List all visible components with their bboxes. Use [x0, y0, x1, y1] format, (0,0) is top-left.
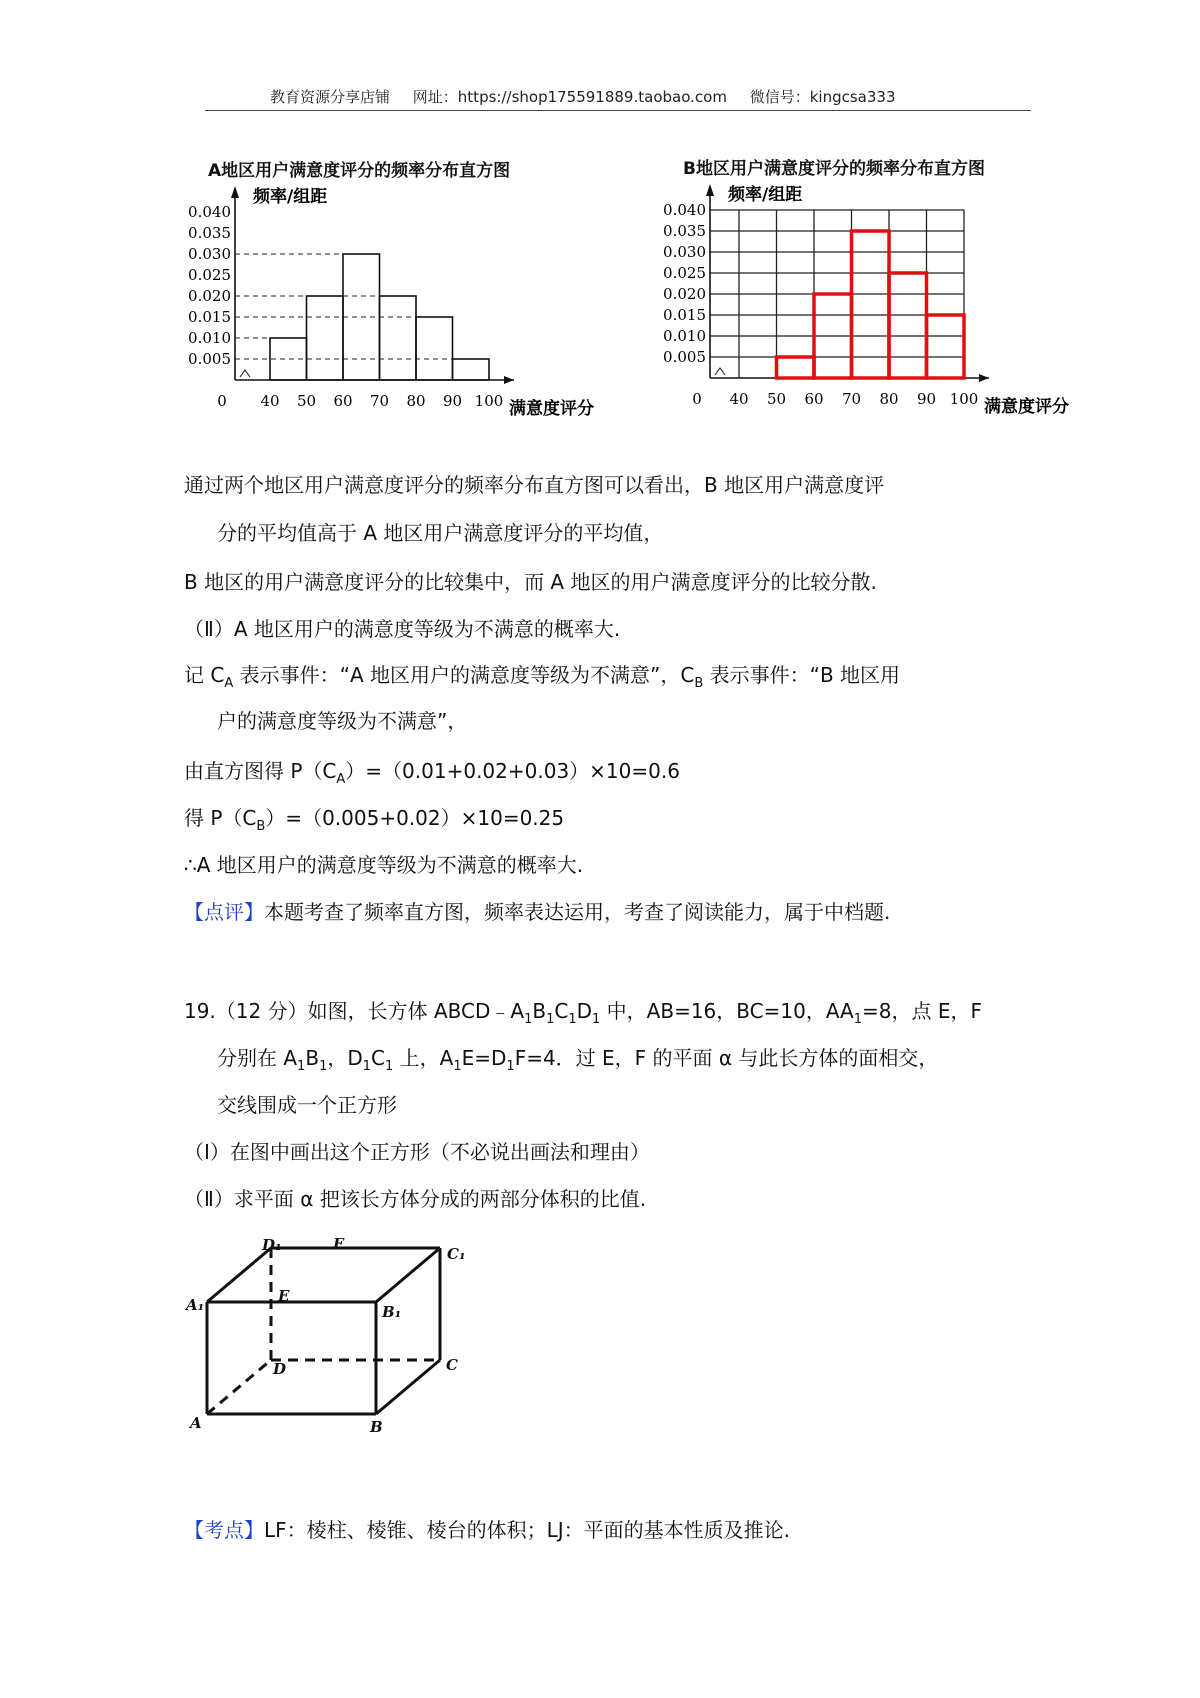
para-conclusion-1b: 分的平均值高于 A 地区用户满意度评分的平均值，	[217, 521, 664, 545]
label-D: D	[273, 1360, 287, 1378]
y-tick-label: 0.040	[188, 203, 231, 221]
y-tick-label: 0.015	[663, 306, 706, 324]
chart-a-title: A地区用户满意度评分的频率分布直方图	[208, 161, 511, 181]
x-axis-label: 满意度评分	[984, 397, 1069, 417]
label-A1: A₁	[186, 1296, 205, 1314]
histogram-bar	[453, 359, 490, 380]
y-tick-label: 0.015	[188, 308, 231, 326]
x-tick-label: 90	[442, 392, 463, 410]
para-prob-a: 由直方图得 $P(C_A)=(0.01+0.02+0.03)\times 10=0.6$	[184, 759, 680, 787]
y-tick-label: 0.020	[188, 287, 231, 305]
review: 【点评】本题考查了频率直方图，频率表达运用，考查了阅读能力，属于中档题.	[184, 900, 891, 924]
x-axis-label: 满意度评分	[509, 399, 594, 419]
y-tick-label: 0.005	[663, 348, 706, 366]
y-axis-arrow	[231, 186, 239, 198]
chart-b-title: B地区用户满意度评分的频率分布直方图	[683, 159, 985, 179]
y-axis-label: 频率/组距	[728, 185, 803, 205]
y-tick-label: 0.025	[663, 264, 706, 282]
x-tick-label: 60	[333, 392, 353, 410]
label-B1: B₁	[382, 1303, 402, 1321]
para-events-a: 记 $C_A$ 表示事件：“A 地区用户的满意度等级为不满意”，$C_B$ 表示事件：“B 地区用	[184, 663, 901, 691]
histogram-bar	[927, 315, 965, 378]
header-rule	[205, 110, 1031, 111]
x-tick-label: 70	[841, 390, 862, 408]
x-tick-label: 70	[369, 392, 390, 410]
x-tick-label: 60	[804, 390, 824, 408]
q19-line1: 19.（12 分）如图，长方体 $ABCD﹣A_1B_1C_1D_1$ 中，AB=16，BC=10，$AA_1=8$，点 E，F	[184, 999, 983, 1027]
histogram-b	[655, 185, 1115, 458]
histogram-bar	[777, 357, 815, 378]
label-F: F	[333, 1235, 344, 1253]
x-axis-arrow	[504, 376, 514, 384]
shop-name: 教育资源分享店铺	[270, 88, 391, 106]
x-tick-label: 40	[729, 390, 749, 408]
q19-line3: 交线围成一个正方形	[217, 1093, 397, 1117]
cuboid-lines	[180, 1240, 480, 1440]
para-conclusion-2: B 地区的用户满意度评分的比较集中，而 A 地区的用户满意度评分的比较分散.	[184, 570, 877, 594]
kaodian-tag: 【考点】	[184, 1518, 264, 1542]
y-tick-label: 0.010	[663, 327, 706, 345]
x-tick-label: 50	[766, 390, 787, 408]
para-events-b: 户的满意度等级为不满意”，	[217, 709, 468, 733]
q19-part1: （Ⅰ）在图中画出这个正方形（不必说出画法和理由）	[184, 1140, 650, 1164]
histogram-bar	[889, 273, 927, 378]
x-tick-label: 80	[406, 392, 426, 410]
histogram-bar	[380, 296, 417, 380]
x-tick-label: 0	[692, 390, 702, 408]
y-tick-label: 0.035	[188, 224, 231, 242]
x-tick-label: 100	[949, 390, 979, 408]
y-tick-label: 0.040	[663, 201, 706, 219]
para-part2: （Ⅱ）A 地区用户的满意度等级为不满意的概率大.	[184, 617, 621, 641]
axis-break-mark	[715, 368, 725, 375]
y-axis-label: 频率/组距	[253, 187, 328, 207]
y-tick-label: 0.020	[663, 285, 706, 303]
site-url: 网址：https://shop175591889.taobao.com	[412, 88, 727, 106]
label-E: E	[278, 1287, 290, 1305]
x-tick-label: 50	[296, 392, 317, 410]
x-tick-label: 80	[879, 390, 899, 408]
histogram-a	[180, 187, 640, 460]
histogram-bar	[307, 296, 344, 380]
y-tick-label: 0.035	[663, 222, 706, 240]
kaodian: 【考点】LF：棱柱、棱锥、棱台的体积；LJ：平面的基本性质及推论.	[184, 1518, 791, 1542]
label-A: A	[190, 1414, 202, 1432]
wechat-id: 微信号：kingcsa333	[749, 88, 896, 106]
para-prob-b: 得 $P(C_B)=(0.005+0.02)\times 10=0.25$	[184, 806, 565, 834]
q19-line2: 分别在 $A_1B_1$，$D_1C_1$ 上，$A_1E=D_1F=4$．过 E，F 的平面 α 与此长方体的面相交，	[217, 1046, 939, 1074]
q19-part2: （Ⅱ）求平面 α 把该长方体分成的两部分体积的比值.	[184, 1187, 647, 1211]
label-C1: C₁	[447, 1245, 466, 1263]
review-tag: 【点评】	[184, 900, 264, 924]
x-tick-label: 90	[916, 390, 937, 408]
y-tick-label: 0.030	[188, 245, 231, 263]
label-C: C	[446, 1356, 458, 1374]
y-tick-label: 0.010	[188, 329, 231, 347]
label-D1: D₁	[262, 1236, 282, 1254]
para-therefore: ∴A 地区用户的满意度等级为不满意的概率大.	[184, 853, 584, 877]
y-axis-arrow	[706, 184, 714, 196]
x-tick-label: 40	[260, 392, 280, 410]
histogram-bar	[852, 231, 890, 378]
para-conclusion-1a: 通过两个地区用户满意度评分的频率分布直方图可以看出，B 地区用户满意度评	[184, 473, 885, 497]
label-B: B	[370, 1418, 383, 1436]
y-tick-label: 0.025	[188, 266, 231, 284]
x-tick-label: 0	[217, 392, 227, 410]
x-tick-label: 100	[474, 392, 504, 410]
page-header	[270, 86, 914, 107]
axis-break-mark	[240, 370, 250, 377]
y-tick-label: 0.005	[188, 350, 231, 368]
histogram-bar	[416, 317, 453, 380]
x-axis-arrow	[979, 374, 989, 382]
y-tick-label: 0.030	[663, 243, 706, 261]
